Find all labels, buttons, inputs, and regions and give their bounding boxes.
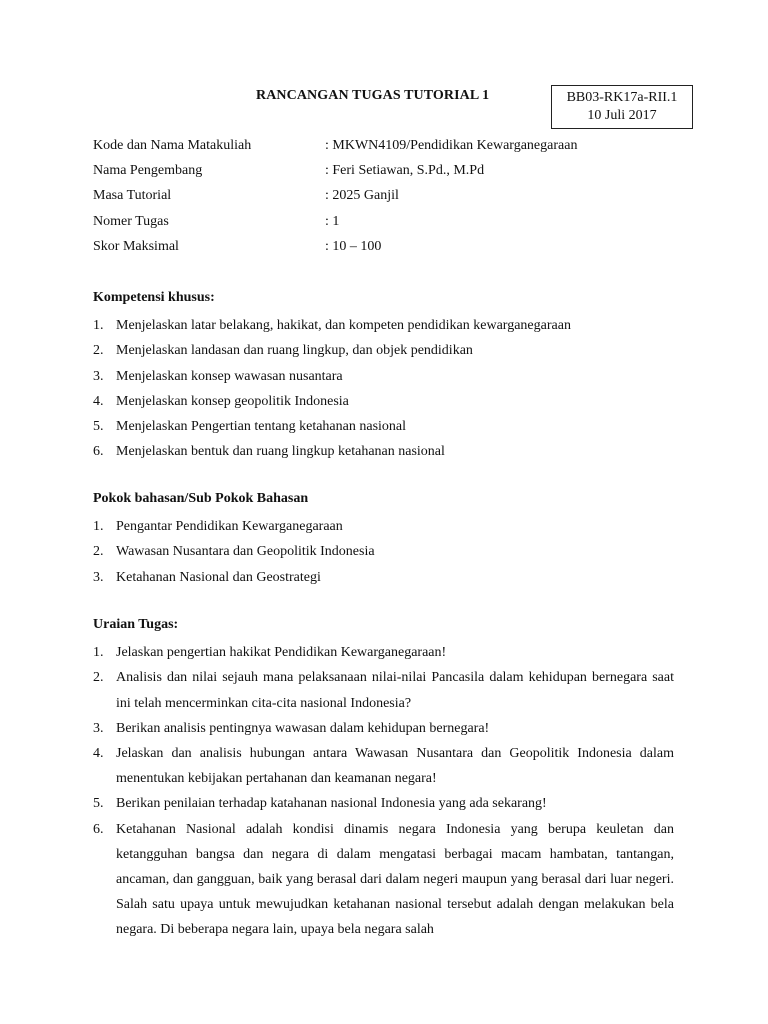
topics-list	[93, 514, 674, 590]
list-text: Wawasan Nusantara dan Geopolitik Indonesia	[116, 544, 375, 560]
tutorial-period-value: : 2025 Ganjil	[325, 188, 399, 204]
list-number: 4.	[93, 393, 104, 409]
assignment-number-label: Nomer Tugas	[93, 213, 169, 229]
list-text: Analisis dan nilai sejauh mana pelaksanaan nilai-nilai Pancasila dalam kehidupan bernegara saat ini telah mencerminkan cita-cita nasional Indonesia?	[116, 670, 674, 711]
list-item	[93, 817, 674, 943]
assignment-list	[93, 640, 674, 942]
list-item	[93, 665, 674, 715]
list-number: 6.	[93, 444, 104, 460]
list-text: Menjelaskan bentuk dan ruang lingkup ketahanan nasional	[116, 444, 445, 460]
document-date: 10 Juli 2017	[587, 108, 657, 123]
course-info-row	[93, 186, 693, 211]
list-text: Menjelaskan konsep wawasan nusantara	[116, 368, 343, 384]
list-item	[93, 791, 674, 816]
list-number: 3.	[93, 368, 104, 384]
developer-label: Nama Pengembang	[93, 163, 203, 179]
list-item	[93, 338, 674, 363]
list-number: 1.	[93, 519, 104, 535]
list-number: 6.	[93, 821, 104, 837]
list-item	[93, 514, 674, 539]
list-number: 1.	[93, 645, 104, 661]
list-number: 5.	[93, 419, 104, 434]
course-info-row	[93, 136, 693, 161]
list-text: Jelaskan pengertian hakikat Pendidikan Kewarganegaraan!	[116, 645, 447, 661]
list-item	[93, 364, 674, 389]
max-score-label: Skor Maksimal	[93, 238, 179, 254]
document-code-box	[551, 85, 693, 129]
list-item	[93, 313, 674, 338]
course-code-label: Kode dan Nama Matakuliah	[93, 138, 252, 153]
list-text: Ketahanan Nasional adalah kondisi dinamis negara Indonesia yang berupa keuletan dan ketangguhan bangsa dan negara di dalam mengatasi berbagai macam hambatan, tantangan, ancaman, dan gangguan, baik yang berasal dari dalam negeri maupun yang berasal dari luar negeri. Salah satu upaya untuk mewujudkan ketahanan nasional tersebut adalah dengan melakukan bela negara. Di beberapa negara lain, upaya bela negara salah	[116, 821, 674, 938]
max-score-value: : 10 – 100	[325, 238, 382, 254]
list-item	[93, 565, 674, 590]
list-item	[93, 640, 674, 665]
course-info-row	[93, 237, 693, 262]
topics-section	[93, 489, 674, 590]
list-text: Menjelaskan Pengertian tentang ketahanan nasional	[116, 419, 407, 434]
course-info-row	[93, 161, 693, 186]
list-item	[93, 414, 674, 439]
list-number: 2.	[93, 544, 104, 560]
document-title: RANCANGAN TUGAS TUTORIAL 1	[256, 88, 490, 103]
list-text: Berikan penilaian terhadap katahanan nasional Indonesia yang ada sekarang!	[116, 796, 547, 812]
list-text: Menjelaskan landasan dan ruang lingkup, dan objek pendidikan	[116, 343, 473, 359]
developer-value: : Feri Setiawan, S.Pd., M.Pd	[325, 163, 485, 179]
competency-list	[93, 313, 674, 464]
list-number: 2.	[93, 343, 104, 359]
list-item	[93, 716, 674, 741]
assignment-section	[93, 615, 674, 943]
list-item	[93, 439, 674, 464]
list-number: 4.	[93, 746, 104, 761]
list-item	[93, 741, 674, 791]
assignment-heading: Uraian Tugas:	[93, 617, 179, 632]
list-text: Menjelaskan konsep geopolitik Indonesia	[116, 393, 349, 409]
document-code: BB03-RK17a-RII.1	[566, 90, 678, 105]
tutorial-period-label: Masa Tutorial	[93, 188, 172, 204]
list-number: 2.	[93, 670, 104, 686]
assignment-number-value: : 1	[325, 213, 340, 229]
list-text: Jelaskan dan analisis hubungan antara Wawasan Nusantara dan Geopolitik Indonesia dalam menentukan kebijakan pertahanan dan keamanan negara!	[116, 746, 674, 787]
course-info-table	[93, 136, 693, 262]
list-item	[93, 539, 674, 564]
list-item	[93, 389, 674, 414]
list-number: 1.	[93, 318, 104, 334]
course-code-value: : MKWN4109/Pendidikan Kewarganegaraan	[325, 138, 578, 153]
list-number: 5.	[93, 796, 104, 812]
list-text: Menjelaskan latar belakang, hakikat, dan kompeten pendidikan kewarganegaraan	[116, 318, 571, 334]
course-info-row	[93, 212, 693, 237]
list-text: Ketahanan Nasional dan Geostrategi	[116, 569, 321, 585]
competency-heading: Kompetensi khusus:	[93, 290, 215, 305]
list-number: 3.	[93, 720, 104, 736]
competency-section	[93, 288, 674, 464]
topics-heading: Pokok bahasan/Sub Pokok Bahasan	[93, 491, 309, 506]
list-number: 3.	[93, 569, 104, 585]
list-text: Pengantar Pendidikan Kewarganegaraan	[116, 519, 343, 535]
list-text: Berikan analisis pentingnya wawasan dalam kehidupan bernegara!	[116, 720, 490, 736]
